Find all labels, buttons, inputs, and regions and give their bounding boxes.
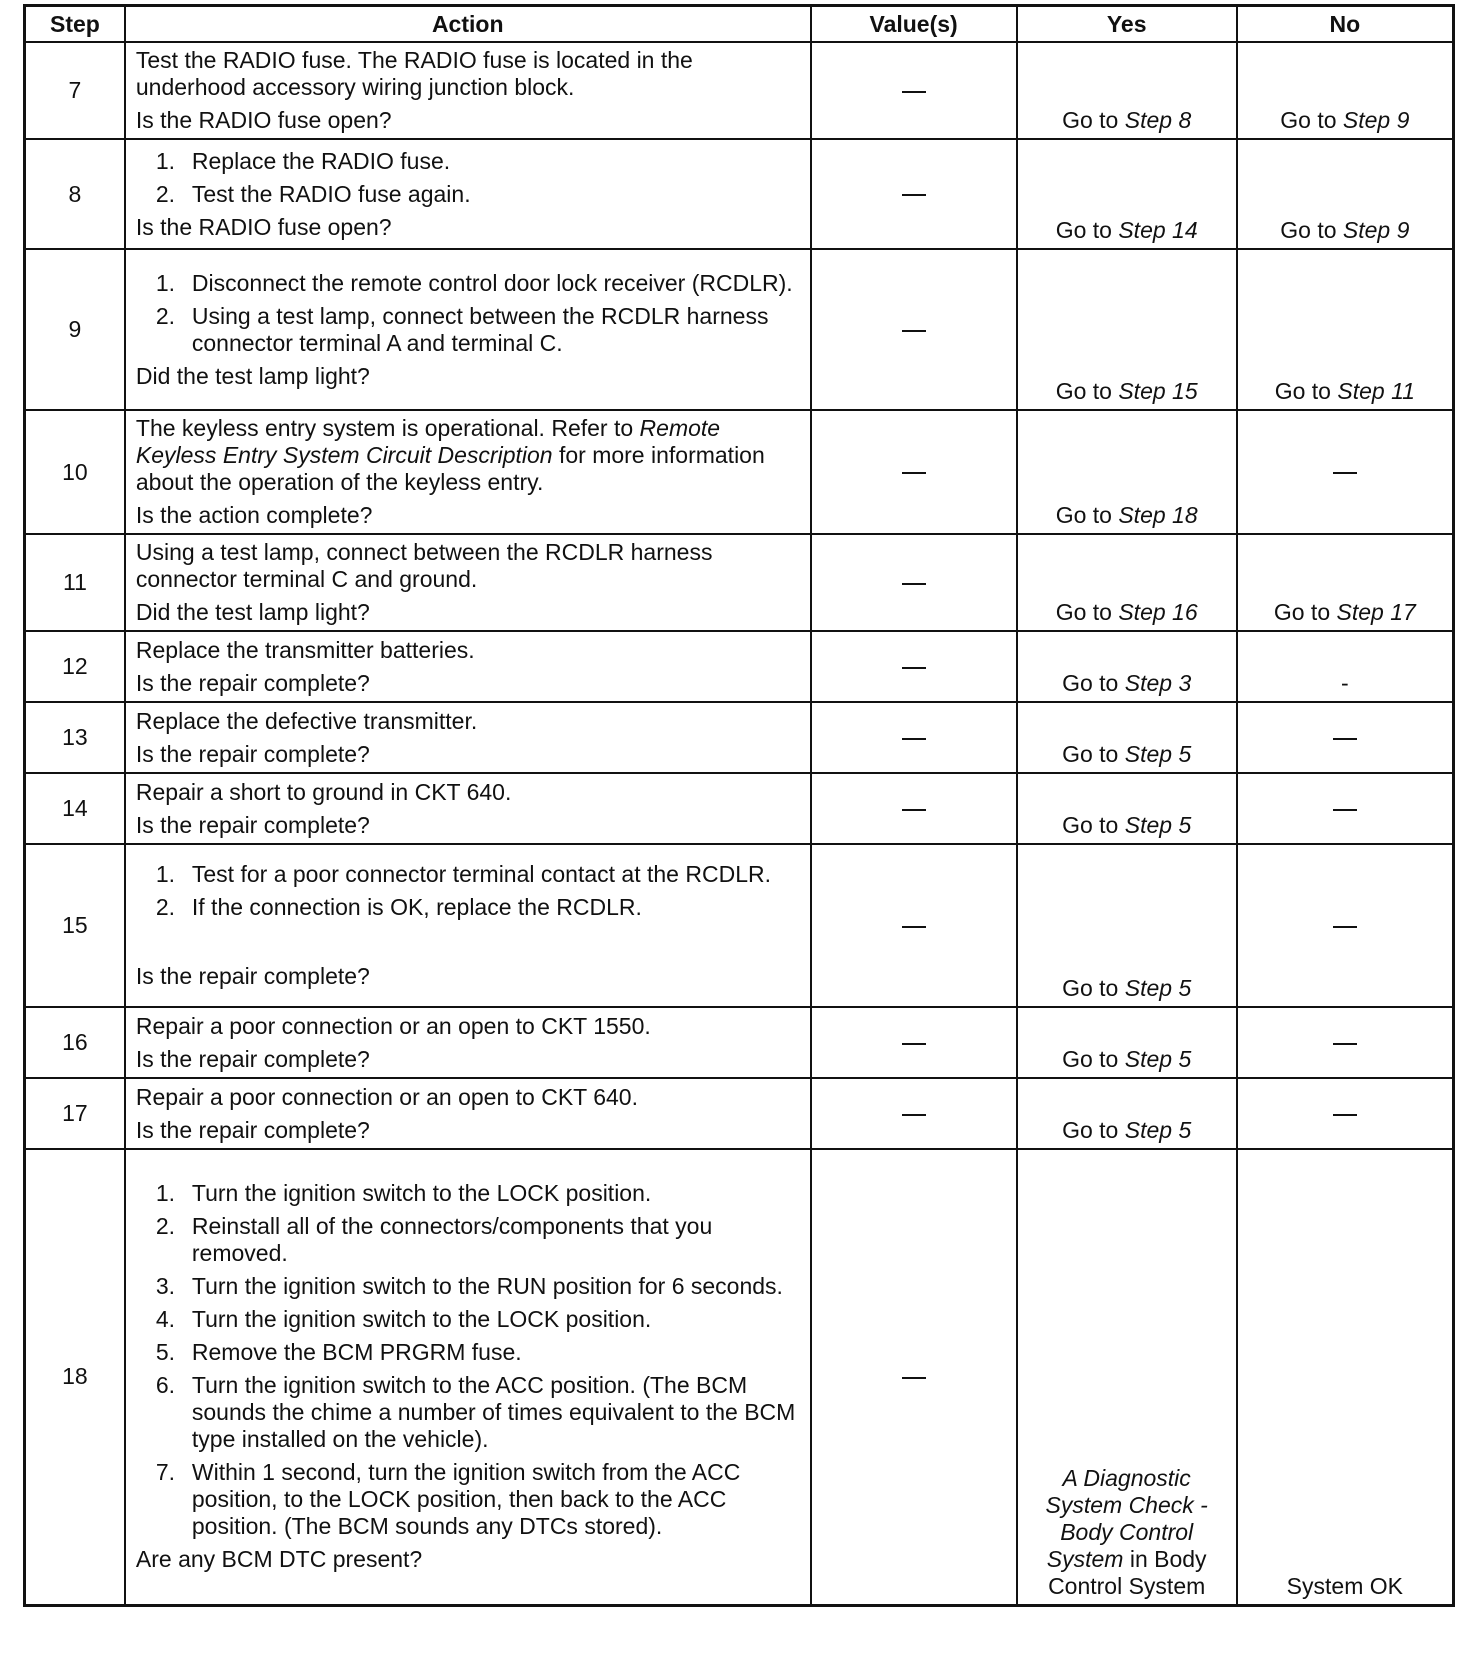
- list-item: 1. Disconnect the remote control door lock receiver (RCDLR).: [155, 269, 793, 296]
- dash: [1333, 1043, 1357, 1045]
- no-cell: Go to Step 9: [1237, 42, 1454, 139]
- action-cell: [125, 844, 811, 1007]
- action-text: Test the RADIO fuse. The RADIO fuse is located in the underhood accessory wiring junction block.: [135, 47, 693, 100]
- list-item: 1. Test for a poor connector terminal contact at the RCDLR.: [155, 861, 771, 887]
- value-cell: [811, 410, 1017, 534]
- action-question: Did the test lamp light?: [135, 599, 370, 625]
- action-text: Using a test lamp, connect between the RCDLR harness connector terminal C and ground.: [135, 539, 713, 592]
- step-ref: Step 9: [1342, 217, 1410, 243]
- step-number: 15: [25, 844, 125, 1007]
- table-row: [25, 534, 1454, 631]
- list-item: 1. Turn the ignition switch to the LOCK position.: [155, 1180, 652, 1207]
- diagnostic-table: [23, 4, 1455, 1607]
- list-item: 5. Remove the BCM PRGRM fuse.: [155, 1339, 522, 1366]
- action-cell: [125, 631, 811, 702]
- step-number: 12: [25, 631, 125, 702]
- table-row: [25, 410, 1454, 534]
- no-cell: [1237, 1007, 1454, 1078]
- action-question: Is the repair complete?: [135, 811, 370, 838]
- action-cell: [125, 42, 811, 139]
- yes-cell: Go to Step 3: [1017, 631, 1237, 702]
- table-row: [25, 139, 1454, 249]
- header-row: [25, 6, 1454, 43]
- dash: [902, 91, 926, 93]
- no-cell: [1237, 702, 1454, 773]
- dash: [902, 583, 926, 585]
- step-ref: Step 15: [1118, 378, 1198, 404]
- step-ref: Step 8: [1124, 107, 1192, 133]
- action-question: Did the test lamp light?: [135, 362, 370, 389]
- step-ref: Step 5: [1124, 741, 1192, 767]
- action-question: Is the repair complete?: [135, 740, 370, 767]
- action-question: Is the repair complete?: [135, 669, 370, 696]
- dash: [902, 738, 926, 740]
- value-cell: [811, 1078, 1017, 1149]
- step-number: 16: [25, 1007, 125, 1078]
- action-text: Repair a poor connection or an open to CKT 640.: [135, 1083, 638, 1110]
- action-question: Is the repair complete?: [135, 1045, 370, 1072]
- list-item: 6. Turn the ignition switch to the ACC position. (The BCM sounds the chime a number of times equivalent to the BCM type installed on the vehicle).: [155, 1372, 796, 1453]
- no-cell: [1237, 631, 1454, 702]
- no-cell: [1237, 773, 1454, 844]
- table-row: [25, 249, 1454, 410]
- step-ref: Step 16: [1118, 599, 1198, 625]
- dash: [902, 194, 926, 196]
- action-cell: [125, 139, 811, 249]
- yes-cell: A Diagnostic System Check - Body Control System in Body Control System: [1017, 1149, 1237, 1605]
- action-text: Repair a short to ground in CKT 640.: [135, 778, 512, 805]
- value-cell: [811, 1149, 1017, 1605]
- table-row: [25, 42, 1454, 139]
- no-cell: Go to Step 9: [1237, 139, 1454, 249]
- step-ref: Step 18: [1118, 502, 1198, 528]
- yes-cell: Go to Step 5: [1017, 1078, 1237, 1149]
- no-value: System OK: [1286, 1572, 1403, 1599]
- dash: [1333, 809, 1357, 811]
- action-question: Is the repair complete?: [135, 963, 370, 989]
- value-cell: [811, 773, 1017, 844]
- value-cell: [811, 702, 1017, 773]
- list-item: 2. Test the RADIO fuse again.: [155, 180, 471, 207]
- no-cell: [1237, 844, 1454, 1007]
- dash: [1333, 1114, 1357, 1116]
- reference-link: A Diagnostic System Check - Body Control System: [1045, 1464, 1208, 1572]
- dash: [902, 1377, 926, 1379]
- action-text: Replace the transmitter batteries.: [135, 636, 475, 663]
- step-number: 11: [25, 534, 125, 631]
- step-number: 10: [25, 410, 125, 534]
- action-cell: [125, 1078, 811, 1149]
- action-question: Is the RADIO fuse open?: [135, 107, 392, 133]
- dash: [902, 1114, 926, 1116]
- value-cell: [811, 534, 1017, 631]
- list-item: 2. If the connection is OK, replace the RCDLR.: [155, 894, 642, 920]
- step-ref: Step 17: [1336, 599, 1416, 625]
- yes-cell: Go to Step 5: [1017, 844, 1237, 1007]
- yes-cell: Go to Step 14: [1017, 139, 1237, 249]
- step-number: 7: [25, 42, 125, 139]
- list-item: 7. Within 1 second, turn the ignition switch from the ACC position, to the LOCK position, then back to the ACC position. (The BCM sounds any DTCs stored).: [155, 1459, 741, 1540]
- table-row: [25, 1149, 1454, 1605]
- action-list: [136, 270, 800, 357]
- header-action: Action: [125, 6, 811, 43]
- dash: [1333, 472, 1357, 474]
- action-cell: [125, 410, 811, 534]
- header-yes: Yes: [1017, 6, 1237, 43]
- table-row: [25, 702, 1454, 773]
- dash: [902, 926, 926, 928]
- value-cell: [811, 1007, 1017, 1078]
- action-list: [136, 148, 800, 208]
- action-cell: [125, 249, 811, 410]
- action-question: Are any BCM DTC present?: [135, 1546, 423, 1573]
- dash: [902, 1043, 926, 1045]
- yes-cell: Go to Step 5: [1017, 702, 1237, 773]
- table-row: [25, 844, 1454, 1007]
- action-cell: [125, 702, 811, 773]
- header-no: No: [1237, 6, 1454, 43]
- value-cell: [811, 631, 1017, 702]
- action-question: Is the action complete?: [135, 502, 373, 528]
- no-cell: Go to Step 11: [1237, 249, 1454, 410]
- dash: [1333, 738, 1357, 740]
- step-ref: Step 5: [1124, 1117, 1192, 1143]
- dash: [902, 667, 926, 669]
- header-values: Value(s): [811, 6, 1017, 43]
- value-cell: [811, 249, 1017, 410]
- table-row: [25, 1007, 1454, 1078]
- list-item: 1. Replace the RADIO fuse.: [155, 147, 451, 174]
- action-question: Is the RADIO fuse open?: [135, 213, 392, 240]
- action-cell: [125, 1007, 811, 1078]
- yes-cell: Go to Step 5: [1017, 1007, 1237, 1078]
- value-cell: [811, 844, 1017, 1007]
- dash: [902, 472, 926, 474]
- step-number: 13: [25, 702, 125, 773]
- yes-cell: Go to Step 15: [1017, 249, 1237, 410]
- dash: [902, 809, 926, 811]
- step-ref: Step 14: [1118, 217, 1198, 243]
- action-cell: [125, 1149, 811, 1605]
- dash: [1333, 926, 1357, 928]
- list-item: 2. Reinstall all of the connectors/components that you removed.: [155, 1213, 713, 1267]
- step-ref: Step 11: [1337, 378, 1415, 404]
- action-cell: [125, 534, 811, 631]
- no-value: -: [1341, 670, 1349, 696]
- action-list: [136, 1180, 800, 1540]
- list-item: 3. Turn the ignition switch to the RUN position for 6 seconds.: [155, 1273, 783, 1300]
- no-cell: [1237, 1149, 1454, 1605]
- table-row: [25, 773, 1454, 844]
- step-number: 17: [25, 1078, 125, 1149]
- no-cell: [1237, 410, 1454, 534]
- list-item: 4. Turn the ignition switch to the LOCK position.: [155, 1306, 652, 1333]
- reference-link: Remote Keyless Entry System Circuit Description: [135, 415, 721, 468]
- action-text: The keyless entry system is operational. Refer to Remote Keyless Entry System Circuit Description for more information about the operation of the keyless entry.: [135, 415, 765, 495]
- table-row: [25, 631, 1454, 702]
- action-cell: [125, 773, 811, 844]
- action-question: Is the repair complete?: [135, 1116, 370, 1143]
- yes-cell: Go to Step 8: [1017, 42, 1237, 139]
- dash: [902, 330, 926, 332]
- no-cell: Go to Step 17: [1237, 534, 1454, 631]
- action-text: Repair a poor connection or an open to CKT 1550.: [135, 1012, 651, 1039]
- step-ref: Step 5: [1124, 812, 1192, 838]
- step-number: 14: [25, 773, 125, 844]
- step-ref: Step 9: [1342, 107, 1410, 133]
- value-cell: [811, 139, 1017, 249]
- action-text: Replace the defective transmitter.: [135, 707, 478, 734]
- step-ref: Step 3: [1124, 670, 1192, 696]
- yes-cell: Go to Step 18: [1017, 410, 1237, 534]
- yes-cell: Go to Step 5: [1017, 773, 1237, 844]
- step-number: 8: [25, 139, 125, 249]
- yes-cell: Go to Step 16: [1017, 534, 1237, 631]
- step-ref: Step 5: [1124, 975, 1192, 1001]
- list-item: 2. Using a test lamp, connect between the RCDLR harness connector terminal A and terminal C.: [155, 302, 769, 356]
- value-cell: [811, 42, 1017, 139]
- table-row: [25, 1078, 1454, 1149]
- header-step: Step: [25, 6, 125, 43]
- action-list: [136, 861, 800, 921]
- step-ref: Step 5: [1124, 1046, 1192, 1072]
- step-number: 9: [25, 249, 125, 410]
- step-number: 18: [25, 1149, 125, 1605]
- no-cell: [1237, 1078, 1454, 1149]
